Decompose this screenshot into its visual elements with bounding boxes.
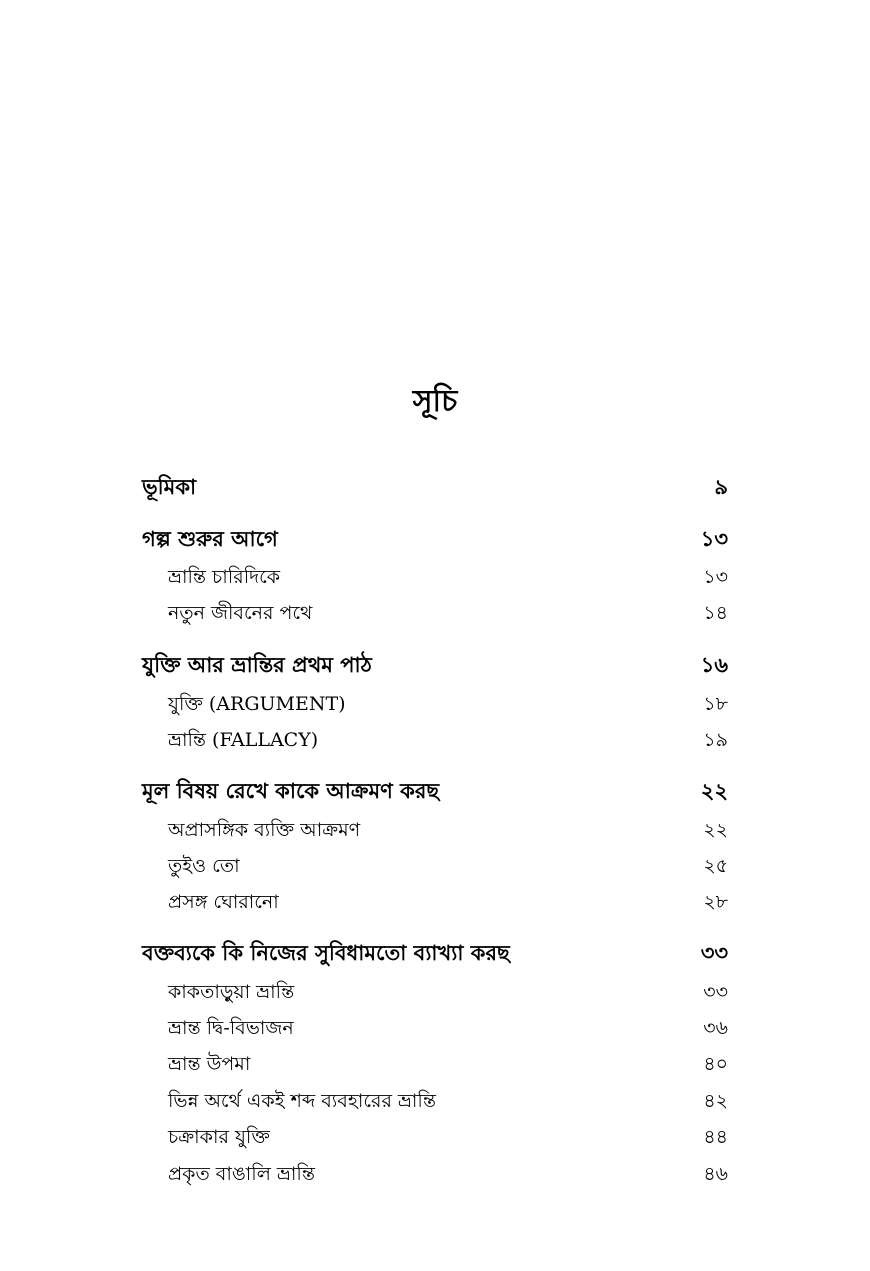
page-title: সূচি (412, 384, 458, 419)
toc-page-number: ৯ (714, 474, 728, 499)
toc-chapter-entry[interactable] (0, 472, 870, 502)
toc-entry-label: যুক্তি আর ভ্রান্তির প্রথম পাঠ (142, 652, 372, 677)
toc-entry-label: ভ্রান্ত দ্বি-বিভাজন (168, 1017, 294, 1039)
toc-page-number: ৪২ (703, 1090, 728, 1112)
toc-page-number: ১৯ (703, 729, 728, 751)
toc-page-number: ২৫ (703, 855, 728, 877)
toc-page-number: ৩৬ (703, 1017, 728, 1039)
toc-page-number: ৪০ (703, 1053, 728, 1075)
toc-section-entry[interactable] (0, 977, 870, 1007)
toc-entry-label: তুইও তো (168, 855, 240, 877)
toc-entry-label: ভূমিকা (142, 474, 197, 499)
toc-section-entry[interactable] (0, 598, 870, 628)
toc-page-number: ১৩ (703, 566, 728, 588)
toc-page-number: ২২ (703, 819, 728, 841)
toc-entry-label: অপ্রাসঙ্গিক ব্যক্তি আক্রমণ (168, 819, 361, 841)
toc-chapter-entry[interactable] (0, 524, 870, 554)
toc-entry-label: ভিন্ন অর্থে একই শব্দ ব্যবহারের ভ্রান্তি (168, 1090, 436, 1112)
toc-section-entry[interactable] (0, 1013, 870, 1043)
toc-section-entry[interactable] (0, 725, 870, 755)
toc-chapter-entry[interactable] (0, 776, 870, 806)
toc-section-entry[interactable] (0, 1159, 870, 1189)
toc-page-number: ৪৬ (703, 1163, 728, 1185)
toc-entry-label: প্রসঙ্গ ঘোরানো (168, 891, 279, 913)
toc-section-entry[interactable] (0, 887, 870, 917)
toc-chapter-entry[interactable] (0, 938, 870, 968)
toc-section-entry[interactable] (0, 1122, 870, 1152)
toc-entry-label: যুক্তি (ARGUMENT) (168, 693, 346, 715)
toc-page-number: ৩৩ (703, 981, 728, 1003)
toc-page-number: ১৮ (703, 693, 728, 715)
toc-section-entry[interactable] (0, 1086, 870, 1116)
toc-entry-label: প্রকৃত বাঙালি ভ্রান্তি (168, 1163, 315, 1185)
toc-entry-label: কাকতাড়ুয়া ভ্রান্তি (168, 981, 295, 1003)
toc-entry-label: গল্প শুরুর আগে (142, 526, 278, 551)
toc-section-entry[interactable] (0, 562, 870, 592)
toc-section-entry[interactable] (0, 815, 870, 845)
toc-entry-label: ভ্রান্তি (FALLACY) (168, 729, 319, 751)
toc-chapter-entry[interactable] (0, 650, 870, 680)
toc-entry-label: চক্রাকার যুক্তি (168, 1126, 270, 1148)
toc-entry-label: বক্তব্যকে কি নিজের সুবিধামতো ব্যাখ্যা করছ (142, 940, 510, 965)
toc-page-number: ১৪ (703, 602, 728, 624)
toc-page-number: ১৩ (700, 526, 728, 551)
toc-entry-label: নতুন জীবনের পথে (168, 602, 313, 624)
toc-section-entry[interactable] (0, 851, 870, 881)
toc-section-entry[interactable] (0, 1049, 870, 1079)
toc-page-number: ২২ (700, 778, 728, 803)
toc-page-number: ২৮ (703, 891, 728, 913)
toc-page-number: ৩৩ (700, 940, 728, 965)
toc-entry-label: ভ্রান্তি চারিদিকে (168, 566, 281, 588)
toc-entry-label: ভ্রান্ত উপমা (168, 1053, 251, 1075)
toc-page-number: ৪৪ (703, 1126, 728, 1148)
toc-section-entry[interactable] (0, 689, 870, 719)
toc-page-number: ১৬ (700, 652, 728, 677)
toc-entry-label: মূল বিষয় রেখে কাকে আক্রমণ করছ (142, 778, 440, 803)
